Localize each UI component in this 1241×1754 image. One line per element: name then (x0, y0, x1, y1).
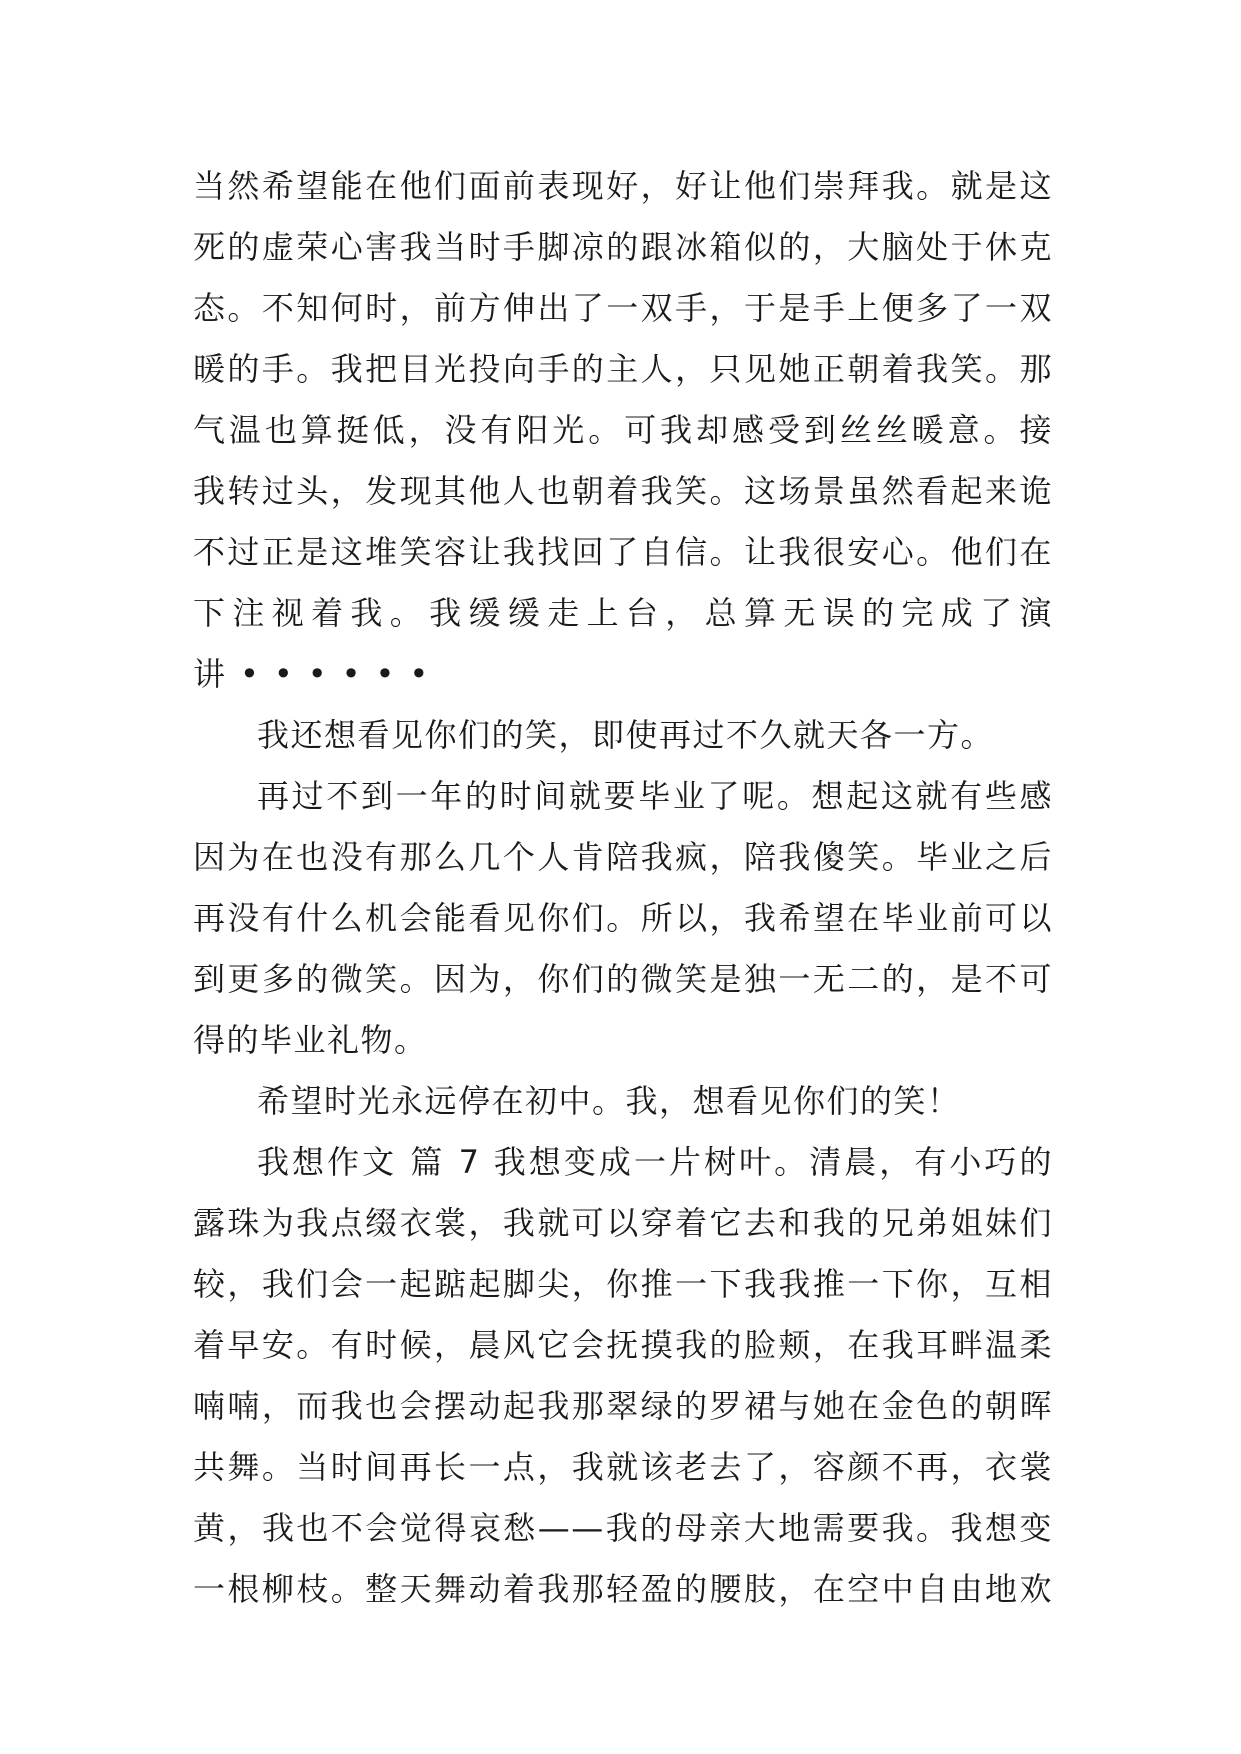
text-line: 当然希望能在他们面前表现好，好让他们崇拜我。就是这 (193, 167, 1053, 205)
text-line: 我想作文 篇 7 我想变成一片树叶。清晨，有小巧的 (257, 1143, 1053, 1181)
text-line: 我还想看见你们的笑，即使再过不久就天各一方。 (257, 716, 995, 754)
text-line: 讲•••••• (193, 655, 444, 693)
text-line: 态。不知何时，前方伸出了一双手，于是手上便多了一双 (193, 289, 1053, 327)
text-line: 共舞。当时间再长一点，我就该老去了，容颜不再，衣裳 (193, 1448, 1053, 1486)
text-line: 再过不到一年的时间就要毕业了呢。想起这就有些感 (257, 777, 1053, 815)
text-line: 着早安。有时候，晨风它会抚摸我的脸颊，在我耳畔温柔 (193, 1326, 1053, 1364)
text-line: 再没有什么机会能看见你们。所以，我希望在毕业前可以 (193, 899, 1053, 937)
text-line: 死的虚荣心害我当时手脚凉的跟冰箱似的，大脑处于休克 (193, 228, 1053, 266)
text-line: 不过正是这堆笑容让我找回了自信。让我很安心。他们在 (193, 533, 1053, 571)
text-line: 下注视着我。我缓缓走上台，总算无误的完成了演 (193, 594, 1053, 632)
text-line: 气温也算挺低，没有阳光。可我却感受到丝丝暖意。接 (193, 411, 1053, 449)
text-line: 露珠为我点缀衣裳，我就可以穿着它去和我的兄弟姐妹们 (193, 1204, 1053, 1242)
text-line: 较，我们会一起踮起脚尖，你推一下我我推一下你，互相 (193, 1265, 1053, 1303)
text-line: 我转过头，发现其他人也朝着我笑。这场景虽然看起来诡 (193, 472, 1053, 510)
text-line: 希望时光永远停在初中。我，想看见你们的笑！ (257, 1082, 961, 1120)
text-line: 一根柳枝。整天舞动着我那轻盈的腰肢，在空中自由地欢 (193, 1570, 1053, 1608)
document-body (193, 156, 1053, 1620)
text-line: 因为在也没有那么几个人肯陪我疯，陪我傻笑。毕业之后 (193, 838, 1053, 876)
text-line: 到更多的微笑。因为，你们的微笑是独一无二的，是不可 (193, 960, 1053, 998)
text-line: 黄，我也不会觉得哀愁——我的母亲大地需要我。我想变 (193, 1509, 1053, 1547)
text-line: 喃喃，而我也会摆动起我那翠绿的罗裙与她在金色的朝晖 (193, 1387, 1053, 1425)
text-line: 暖的手。我把目光投向手的主人，只见她正朝着我笑。那 (193, 350, 1053, 388)
text-line: 得的毕业礼物。 (193, 1021, 428, 1059)
